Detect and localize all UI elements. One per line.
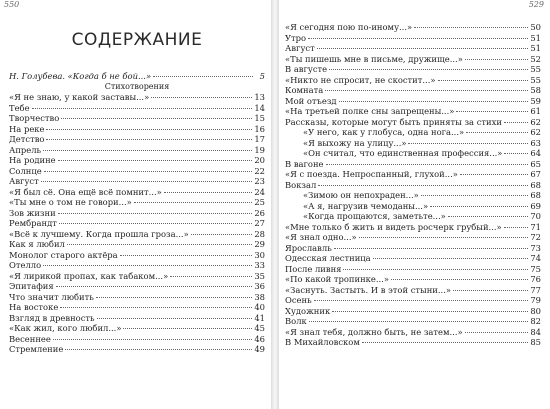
toc-entry-page: 65 bbox=[530, 158, 541, 169]
toc-entry bbox=[285, 148, 541, 159]
toc-entry bbox=[285, 64, 541, 75]
toc-entry-page: 71 bbox=[530, 221, 541, 232]
toc-entry-page: 41 bbox=[254, 312, 265, 323]
toc-entry-page: 61 bbox=[530, 106, 541, 116]
toc-entry-page: 51 bbox=[530, 43, 541, 53]
toc-entry-title: Монолог старого актёра bbox=[9, 249, 118, 260]
toc-entry-page: 76 bbox=[530, 274, 541, 284]
toc-entry-page: 13 bbox=[254, 92, 265, 102]
toc-entry-page: 30 bbox=[254, 249, 265, 260]
toc-entry-title: «Я лирикой пропах, как табаком...» bbox=[9, 270, 169, 281]
toc-entry-page: 70 bbox=[530, 211, 541, 221]
dot-leader bbox=[317, 48, 529, 49]
dot-leader bbox=[151, 97, 252, 98]
toc-entry-page: 15 bbox=[254, 113, 265, 123]
dot-leader bbox=[32, 108, 253, 109]
dot-leader bbox=[67, 244, 252, 245]
toc-entry bbox=[285, 22, 541, 33]
toc-entry bbox=[9, 103, 265, 114]
dot-leader bbox=[56, 286, 253, 287]
toc-entry-page: 84 bbox=[530, 326, 541, 337]
dot-leader bbox=[332, 311, 528, 312]
toc-entry-page: 68 bbox=[530, 190, 541, 200]
dot-leader bbox=[120, 255, 253, 256]
toc-entry bbox=[9, 176, 265, 187]
dot-leader bbox=[134, 202, 253, 203]
toc-entry-title: Август bbox=[9, 176, 39, 186]
toc-entry bbox=[9, 71, 265, 82]
toc-entry-title: «Как жил, кого любил...» bbox=[9, 323, 122, 333]
toc-entry-title: «У него, как у глобуса, одна нога...» bbox=[303, 127, 465, 137]
toc-entry-page: 19 bbox=[254, 144, 265, 155]
dot-leader bbox=[430, 206, 528, 207]
toc-entry-title: «Ты мне о том не говори...» bbox=[9, 197, 132, 207]
toc-entry bbox=[285, 159, 541, 170]
toc-entry-title: «По какой тропинке...» bbox=[285, 274, 389, 284]
toc-entry bbox=[285, 295, 541, 306]
toc-entry bbox=[9, 292, 265, 303]
toc-entry bbox=[285, 337, 541, 348]
toc-entry-title: На реке bbox=[9, 123, 45, 134]
toc-entry-title: «Я знал одно...» bbox=[285, 232, 357, 242]
toc-entry bbox=[285, 138, 541, 149]
dot-leader bbox=[43, 150, 252, 151]
book-gutter bbox=[271, 0, 279, 409]
toc-entry-title: «Я знал тебя, должно быть, не затем...» bbox=[285, 326, 463, 337]
dot-leader bbox=[438, 80, 529, 81]
toc-entry-title: Творчество bbox=[9, 113, 60, 123]
toc-entry-title: Весеннее bbox=[9, 333, 51, 344]
toc-entry-title: «Я сегодня пою по-иному...» bbox=[285, 22, 413, 32]
dot-leader bbox=[53, 339, 252, 340]
toc-entry-page: 46 bbox=[254, 333, 265, 344]
toc-entry-page: 55 bbox=[530, 74, 541, 85]
toc-entry-page: 45 bbox=[254, 323, 265, 333]
toc-entry-title: В августе bbox=[285, 64, 328, 74]
toc-entry bbox=[9, 271, 265, 282]
toc-entry-title: Как я любил bbox=[9, 239, 65, 249]
toc-entry-title: Н. Голубева. «Когда б не бой...» bbox=[9, 71, 152, 81]
toc-entry-page: 58 bbox=[530, 85, 541, 95]
toc-entry-page: 26 bbox=[254, 207, 265, 218]
toc-entry bbox=[285, 169, 541, 180]
right-page-number: 529 bbox=[528, 0, 544, 9]
toc-entry-title: «Я с поезда. Непроспанный, глухой...» bbox=[285, 169, 458, 179]
toc-entry-title: «Ты пишешь мне в письме, дружище...» bbox=[285, 53, 463, 64]
toc-entry-title: «А я, нагрузив чемоданы...» bbox=[303, 200, 429, 211]
toc-entry-page: 29 bbox=[254, 239, 265, 249]
toc-entry bbox=[285, 106, 541, 117]
dot-leader bbox=[466, 132, 528, 133]
toc-entry-page: 5 bbox=[259, 71, 265, 81]
toc-entry bbox=[285, 253, 541, 264]
toc-entry-title: Осень bbox=[285, 295, 312, 305]
toc-entry bbox=[9, 334, 265, 345]
toc-entry-title: «Всё к лучшему. Когда прошла гроза...» bbox=[9, 228, 189, 239]
dot-leader bbox=[325, 90, 528, 91]
left-page bbox=[0, 0, 271, 409]
toc-entry-page: 20 bbox=[254, 155, 265, 165]
toc-entry-page: 40 bbox=[254, 302, 265, 312]
toc-entry-title: Комната bbox=[285, 85, 324, 95]
toc-entry bbox=[285, 180, 541, 191]
toc-entry-title: Мой отъезд bbox=[285, 95, 337, 106]
toc-entry-title: Солнце bbox=[9, 165, 42, 176]
left-page-number: 550 bbox=[4, 0, 20, 9]
toc-entry-page: 72 bbox=[530, 232, 541, 242]
toc-entry bbox=[285, 75, 541, 86]
dot-leader bbox=[308, 38, 528, 39]
toc-entry bbox=[9, 239, 265, 250]
toc-entry-page: 23 bbox=[254, 176, 265, 186]
dot-leader bbox=[408, 143, 528, 144]
toc-entry-page: 25 bbox=[254, 197, 265, 207]
toc-entry bbox=[285, 96, 541, 107]
toc-entry-page: 28 bbox=[254, 228, 265, 239]
toc-entry-title: «Никто не спросит, не скостит...» bbox=[285, 74, 436, 85]
toc-entry-title: Зов жизни bbox=[9, 207, 56, 218]
toc-entry-title: После ливня bbox=[285, 263, 342, 274]
toc-entry bbox=[285, 264, 541, 275]
toc-entry bbox=[285, 243, 541, 254]
dot-leader bbox=[59, 223, 252, 224]
toc-entry bbox=[285, 306, 541, 317]
toc-entry-page: 24 bbox=[254, 186, 265, 197]
toc-entry-title: Взгляд в древность bbox=[9, 312, 95, 323]
dot-leader bbox=[334, 248, 529, 249]
toc-entry-page: 62 bbox=[530, 116, 541, 127]
dot-leader bbox=[314, 300, 529, 301]
toc-entry-page: 33 bbox=[254, 260, 265, 270]
dot-leader bbox=[391, 279, 528, 280]
toc-entry bbox=[9, 344, 265, 355]
toc-entry-title: Одесская лестница bbox=[285, 253, 371, 263]
dot-leader bbox=[465, 59, 528, 60]
dot-leader bbox=[96, 297, 253, 298]
dot-leader bbox=[504, 153, 528, 154]
toc-entry-page: 52 bbox=[530, 53, 541, 64]
page-title: СОДЕРЖАНИЕ bbox=[71, 30, 203, 50]
toc-entry-title: Отелло bbox=[9, 260, 42, 270]
dot-leader bbox=[456, 111, 528, 112]
toc-entry-title: «Я не знаю, у какой заставы...» bbox=[9, 92, 150, 102]
toc-entry bbox=[285, 285, 541, 296]
toc-entry-title: «Я был сё. Она ещё всё помнит...» bbox=[9, 186, 162, 197]
toc-entry bbox=[9, 145, 265, 156]
dot-leader bbox=[43, 265, 252, 266]
dot-leader bbox=[61, 118, 252, 119]
dot-leader bbox=[421, 195, 529, 196]
dot-leader bbox=[46, 129, 252, 130]
dot-leader bbox=[362, 342, 528, 343]
toc-entry-page: 38 bbox=[254, 291, 265, 302]
toc-entry-page: 69 bbox=[530, 200, 541, 211]
toc-entry-title: «Он считал, что единственная профессия...» bbox=[303, 148, 503, 158]
toc-entry bbox=[9, 208, 265, 219]
toc-entry-page: 49 bbox=[254, 344, 265, 354]
toc-entry bbox=[285, 127, 541, 138]
dot-leader bbox=[460, 174, 528, 175]
toc-entry-title: Апрель bbox=[9, 144, 42, 155]
toc-entry-page: 75 bbox=[530, 263, 541, 274]
toc-entry-title: Стремление bbox=[9, 344, 64, 354]
toc-entry-title: «Заснуть. Застыть. И в этой стыни...» bbox=[285, 284, 451, 295]
toc-entry-title: «Я выхожу на улицу...» bbox=[303, 137, 407, 148]
toc-entry bbox=[9, 113, 265, 124]
toc-entry-title: В Михайловском bbox=[285, 337, 360, 347]
toc-entry-page: 64 bbox=[530, 148, 541, 158]
toc-entry bbox=[285, 274, 541, 285]
toc-entry-title: Тебе bbox=[9, 102, 30, 113]
toc-entry-title: Художник bbox=[285, 305, 331, 316]
toc-entry-page: 80 bbox=[530, 305, 541, 316]
dot-leader bbox=[58, 213, 253, 214]
toc-entry-title: Волк bbox=[285, 316, 307, 326]
toc-entry-page: 36 bbox=[254, 281, 265, 291]
toc-entry bbox=[285, 211, 541, 222]
toc-entry bbox=[285, 85, 541, 96]
toc-entry-page: 17 bbox=[254, 134, 265, 144]
toc-entry-page: 73 bbox=[530, 242, 541, 253]
toc-entry-page: 74 bbox=[530, 253, 541, 263]
dot-leader bbox=[504, 122, 528, 123]
toc-entry-title: Август bbox=[285, 43, 315, 53]
dot-leader bbox=[504, 227, 529, 228]
dot-leader bbox=[164, 192, 253, 193]
dot-leader bbox=[465, 332, 529, 333]
toc-entry-title: На востоке bbox=[9, 302, 59, 312]
toc-entry-page: 68 bbox=[530, 179, 541, 190]
toc-entry-page: 82 bbox=[530, 316, 541, 326]
toc-entry-page: 27 bbox=[254, 218, 265, 228]
toc-entry bbox=[9, 166, 265, 177]
toc-entry bbox=[285, 316, 541, 327]
toc-entry bbox=[9, 124, 265, 135]
dot-leader bbox=[41, 181, 253, 182]
toc-entry bbox=[9, 281, 265, 292]
toc-entry-page: 50 bbox=[530, 22, 541, 32]
toc-entry-title: В вагоне bbox=[285, 158, 324, 169]
toc-entry bbox=[9, 260, 265, 271]
toc-entry bbox=[285, 232, 541, 243]
dot-leader bbox=[44, 171, 253, 172]
dot-leader bbox=[153, 76, 253, 77]
toc-entry bbox=[9, 229, 265, 240]
toc-entry-page: 16 bbox=[254, 123, 265, 134]
dot-leader bbox=[326, 164, 529, 165]
toc-entry bbox=[285, 54, 541, 65]
section-heading-text: Стихотворения bbox=[104, 81, 170, 91]
toc-entry-page: 35 bbox=[254, 270, 265, 281]
toc-entry bbox=[285, 327, 541, 338]
toc-entry-title: «Зимою он непохраден...» bbox=[303, 190, 419, 200]
dot-leader bbox=[453, 290, 528, 291]
toc-entry-page: 55 bbox=[530, 64, 541, 74]
toc-entry-title: Детство bbox=[9, 134, 45, 144]
dot-leader bbox=[318, 185, 528, 186]
toc-entry bbox=[285, 43, 541, 54]
dot-leader bbox=[309, 321, 529, 322]
dot-leader bbox=[329, 69, 528, 70]
toc-entry bbox=[285, 33, 541, 44]
toc-entry-page: 22 bbox=[254, 165, 265, 176]
right-page bbox=[279, 0, 550, 409]
toc-entry-page: 62 bbox=[530, 127, 541, 137]
toc-entry-page: 79 bbox=[530, 295, 541, 305]
dot-leader bbox=[65, 349, 252, 350]
toc-entry bbox=[9, 134, 265, 145]
toc-entry-page: 14 bbox=[254, 102, 265, 113]
dot-leader bbox=[339, 101, 529, 102]
toc-entry-page: 67 bbox=[530, 169, 541, 179]
toc-entry bbox=[9, 302, 265, 313]
toc-entry-title: «Мне только б жить и видеть росчерк грубый...» bbox=[285, 221, 502, 232]
toc-entry-title: Рембрандт bbox=[9, 218, 57, 228]
toc-entry bbox=[9, 250, 265, 261]
toc-entry-title: Ярославль bbox=[285, 242, 332, 253]
toc-entry-page: 77 bbox=[530, 284, 541, 295]
toc-entry-title: На родине bbox=[9, 155, 56, 165]
dot-leader bbox=[414, 27, 528, 28]
toc-entry-title: Рассказы, которые могут быть приняты за стихи bbox=[285, 116, 502, 127]
dot-leader bbox=[123, 328, 252, 329]
toc-entry bbox=[9, 323, 265, 334]
dot-leader bbox=[373, 258, 529, 259]
toc-entry bbox=[285, 190, 541, 201]
dot-leader bbox=[60, 307, 252, 308]
dot-leader bbox=[191, 234, 253, 235]
toc-entry bbox=[9, 313, 265, 324]
toc-entry-page: 51 bbox=[530, 32, 541, 43]
toc-entry-title: «На третьей полке сны запрещены...» bbox=[285, 106, 455, 116]
toc-entry bbox=[9, 197, 265, 208]
toc-entry-title: Утро bbox=[285, 32, 307, 43]
dot-leader bbox=[58, 160, 253, 161]
toc-entry-page: 63 bbox=[530, 137, 541, 148]
toc-entry bbox=[9, 92, 265, 103]
toc-entry-page: 85 bbox=[530, 337, 541, 347]
dot-leader bbox=[170, 276, 252, 277]
toc-entry bbox=[285, 117, 541, 128]
section-heading bbox=[9, 82, 265, 93]
dot-leader bbox=[97, 318, 253, 319]
toc-entry-title: Что значит любить bbox=[9, 291, 94, 302]
toc-entry bbox=[285, 222, 541, 233]
toc-entry-page: 59 bbox=[530, 95, 541, 106]
toc-entry-title: Эпитафия bbox=[9, 281, 54, 291]
right-toc-list bbox=[285, 22, 541, 348]
toc-entry bbox=[9, 187, 265, 198]
toc-entry bbox=[9, 218, 265, 229]
toc-entry-title: Вокзал bbox=[285, 179, 317, 190]
dot-leader bbox=[343, 269, 528, 270]
toc-entry bbox=[285, 201, 541, 212]
left-toc-list bbox=[9, 71, 265, 355]
dot-leader bbox=[46, 139, 252, 140]
dot-leader bbox=[448, 216, 529, 217]
dot-leader bbox=[359, 237, 529, 238]
toc-entry bbox=[9, 155, 265, 166]
toc-entry-title: «Когда прощаются, заметьте...» bbox=[303, 211, 446, 221]
